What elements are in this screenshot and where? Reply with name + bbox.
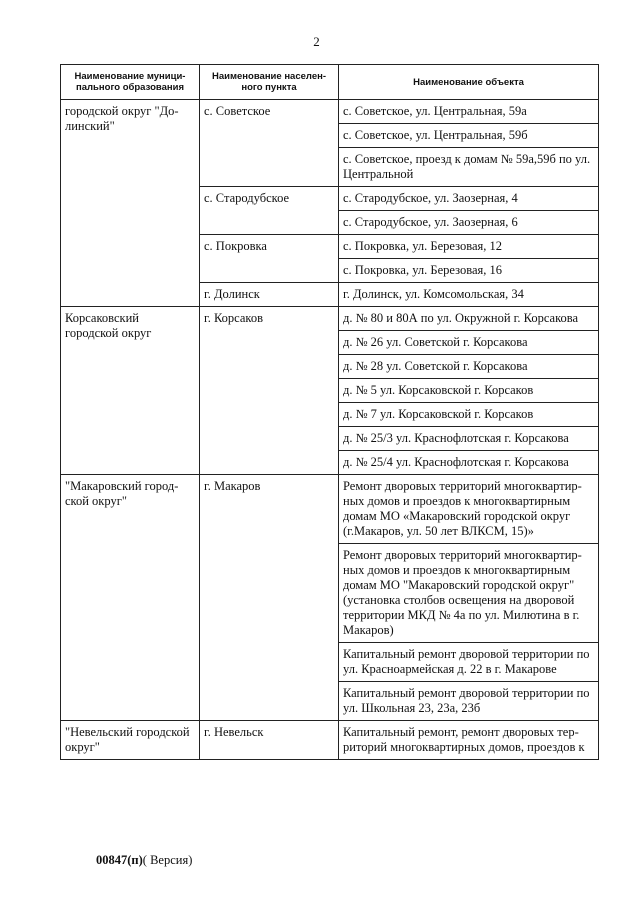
object-cell: с. Советское, ул. Центральная, 59б — [339, 124, 599, 148]
settlement-cell: г. Долинск — [200, 283, 339, 307]
table-row — [61, 721, 599, 760]
table-row — [61, 307, 599, 331]
object-cell: Ремонт дворовых территорий многоквартир-ных домов и проездов к многоквартирным домам МО «Макаровский городской округ (г.Макаров, ул. 50 лет ВЛКСМ, 15)» — [339, 475, 599, 544]
object-cell: д. № 25/3 ул. Краснофлотская г. Корсакова — [339, 427, 599, 451]
settlement-cell: с. Стародубское — [200, 187, 339, 235]
settlement-cell: г. Макаров — [200, 475, 339, 721]
object-cell: Капитальный ремонт дворовой территории по ул. Школьная 23, 23а, 23б — [339, 682, 599, 721]
object-cell: д. № 25/4 ул. Краснофлотская г. Корсакова — [339, 451, 599, 475]
table-row — [61, 475, 599, 544]
object-cell: д. № 7 ул. Корсаковской г. Корсаков — [339, 403, 599, 427]
object-cell: Капитальный ремонт дворовой территории по ул. Красноармейская д. 22 в г. Макарове — [339, 643, 599, 682]
table-header-row — [61, 65, 599, 100]
municipality-cell: городской округ "До-линский" — [61, 100, 200, 307]
settlement-cell: г. Корсаков — [200, 307, 339, 475]
object-cell: с. Стародубское, ул. Заозерная, 6 — [339, 211, 599, 235]
settlement-cell: с. Покровка — [200, 235, 339, 283]
object-cell: с. Советское, проезд к домам № 59а,59б по ул. Центральной — [339, 148, 599, 187]
object-cell: д. № 5 ул. Корсаковской г. Корсаков — [339, 379, 599, 403]
municipality-cell: Корсаковский городской округ — [61, 307, 200, 475]
object-cell: с. Покровка, ул. Березовая, 16 — [339, 259, 599, 283]
document-footer — [96, 853, 192, 868]
object-cell: д. № 80 и 80А по ул. Окружной г. Корсакова — [339, 307, 599, 331]
table-row — [61, 100, 599, 124]
object-cell: д. № 28 ул. Советской г. Корсакова — [339, 355, 599, 379]
document-version: ( Версия) — [142, 853, 193, 867]
municipality-cell: "Невельский городской округ" — [61, 721, 200, 760]
settlement-cell: г. Невельск — [200, 721, 339, 760]
object-cell: с. Стародубское, ул. Заозерная, 4 — [339, 187, 599, 211]
header-object: Наименование объекта — [339, 65, 599, 100]
municipality-cell: "Макаровский город-ской округ" — [61, 475, 200, 721]
object-cell: д. № 26 ул. Советской г. Корсакова — [339, 331, 599, 355]
header-settlement: Наименование населен-ного пункта — [200, 65, 339, 100]
document-code: 00847(п) — [96, 853, 143, 867]
object-cell: с. Покровка, ул. Березовая, 12 — [339, 235, 599, 259]
settlement-cell: с. Советское — [200, 100, 339, 187]
object-cell: Капитальный ремонт, ремонт дворовых тер-риторий многоквартирных домов, проездов к — [339, 721, 599, 760]
page-number: 2 — [313, 34, 320, 49]
header-municipality: Наименование муници-пального образования — [61, 65, 200, 100]
object-cell: Ремонт дворовых территорий многоквартир-ных домов и проездов к многоквартирным домам МО "Макаровский городской округ" (установка столбов освещения на дворовой территории МКД № 4а по ул. Милютина в г. Макаров) — [339, 544, 599, 643]
objects-table — [60, 64, 599, 760]
object-cell: с. Советское, ул. Центральная, 59а — [339, 100, 599, 124]
object-cell: г. Долинск, ул. Комсомольская, 34 — [339, 283, 599, 307]
